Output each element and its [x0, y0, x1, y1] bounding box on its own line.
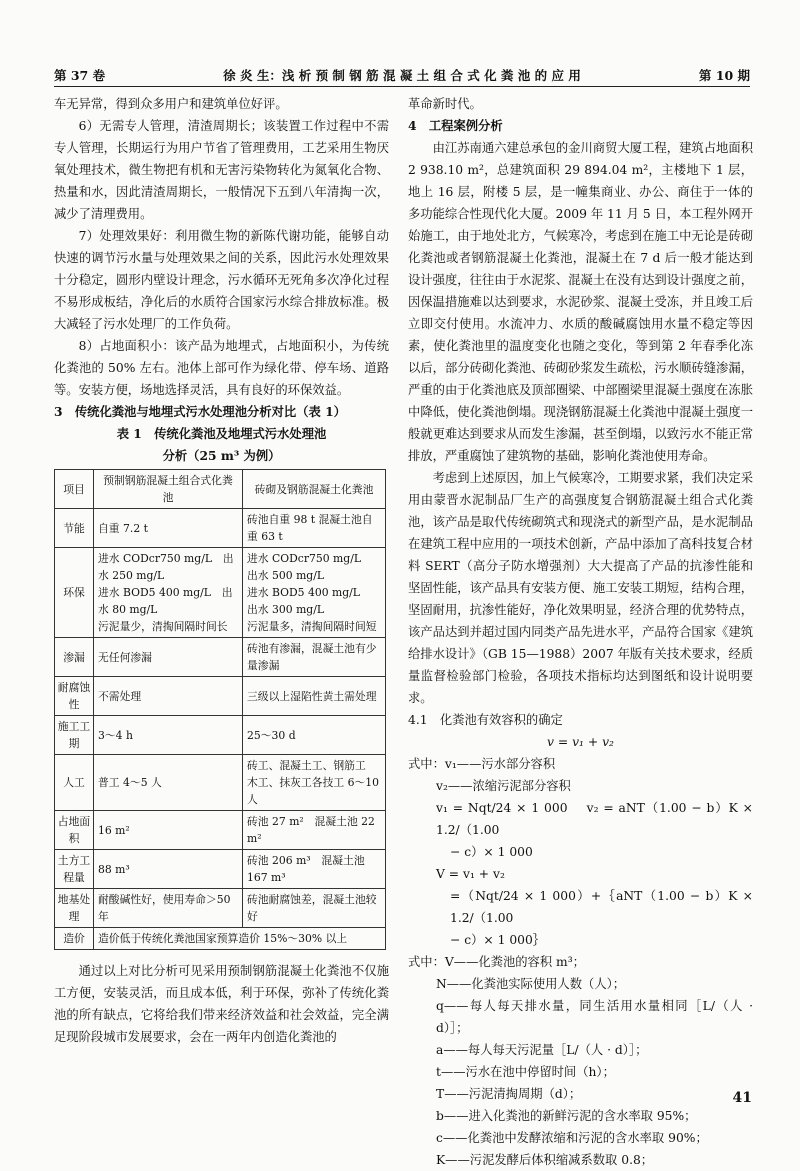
cell-line: 污泥量少，清掏间隔时间长 [98, 620, 228, 633]
paragraph-item-8: 8）占地面积小：该产品为地埋式，占地面积小，为传统化粪池的 50% 左右。池体上部可作为绿化带、停车场、道路等。安装方便，场地选择灵活，具有良好的环保效益。 [54, 339, 389, 397]
subsection-heading-4-1: 4.1 化粪池有效容积的确定 [408, 713, 563, 727]
formula: v = v₁ + v₂ [547, 735, 614, 749]
table-row [55, 811, 386, 850]
header-rule [54, 86, 750, 87]
formula-line: − c）× 1 000 [450, 845, 533, 859]
cell-line: 木工、抹灰工各技工 6～10人 [247, 776, 380, 806]
table-cell: 砖池耐腐蚀差，混凝土池较好 [243, 889, 386, 928]
formula-line: N——化粪池实际使用人数（人）； [436, 977, 626, 991]
table-row [55, 850, 386, 889]
running-title: 徐 炎 生：浅 析 预 制 钢 筋 混 凝 土 组 合 式 化 粪 池 的 应 用 [223, 68, 581, 83]
right-column [408, 93, 753, 1171]
cell-line: 进水 BOD5 400 mg/L 出水 80 mg/L [98, 586, 233, 616]
table-header-row [55, 470, 386, 509]
volume-label: 第 37 卷 [54, 68, 106, 83]
formula-line: v₂——浓缩污泥部分容积 [436, 779, 571, 793]
table-cell: 人工 [55, 755, 94, 811]
formula-line: K——污泥发酵后体积缩减系数取 0.8； [436, 1153, 654, 1167]
cell-line: 污泥量多，清掏间隔时间短 [247, 620, 377, 633]
table-cell: 节能 [55, 509, 94, 548]
table-cell: 施工工期 [55, 716, 94, 755]
comparison-table [54, 469, 386, 950]
table-cell [243, 755, 386, 811]
table-cell: 土方工程量 [55, 850, 94, 889]
formula-line: q——每人每天排水量，同生活用水量相同［L/（人 · d）］； [436, 999, 753, 1035]
paragraph: 革命新时代。 [408, 97, 482, 111]
formula-line: V = v₁ + v₂ [436, 867, 505, 881]
table-cell: 耐腐蚀性 [55, 677, 94, 716]
table-cell: 砖池有渗漏，混凝土池有少量渗漏 [243, 638, 386, 677]
running-header [54, 62, 750, 84]
table-cell: 环保 [55, 548, 94, 638]
table-cell: 砖池 27 m² 混凝土池 22 m² [243, 811, 386, 850]
section-heading-3: 3 传统化粪池与地埋式污水处理池分析对比（表 1） [54, 404, 346, 419]
table-cell: 占地面积 [55, 811, 94, 850]
paragraph: 由江苏南通六建总承包的金川商贸大厦工程，建筑占地面积 2 938.10 m²，总建筑面积 29 894.04 m²，主楼地下 1 层，地上 16 层，附楼 5 层，是一幢集商业、办公、商住于一体的多功能综合性现代化大厦。2009 年 11 月 5 日，本工程外网开始施工，由于地处北方，气候寒冷，考虑到在施工中无论是砖砌化粪池或者钢筋混凝土化粪池，混凝土在 7 d 后一般才能达到设计强度，往往由于水泥浆、混凝土在没有达到设计强度之前，因保温措施难以达到要求，水泥砂浆、混凝土受冻，并且竣工后立即交付使用。水流冲力、水质的酸碱腐蚀用水量不稳定等因素，使化粪池里的温度变化也随之变化，等到第 2 年春季化冻以后，部分砖砌化粪池、砖砌砂浆发生疏松，污水顺砖缝渗漏，严重的由于化粪池底及顶部圈梁、中部圈梁里混凝土强度在冻胀中降低，使化粪池倒塌。现浇钢筋混凝土化粪池中混凝土强度一般就更难达到要求从而发生渗漏，甚至倒塌，以致污水不能正常排放，严重腐蚀了建筑物的基础，影响化粪池使用寿命。 [408, 141, 753, 463]
table-cell: 无任何渗漏 [94, 638, 243, 677]
formula-line: c——化粪池中发酵浓缩和污泥的含水率取 90%； [436, 1131, 708, 1145]
table-caption-line2: 分析（25 m³ 为例） [162, 448, 281, 463]
paragraph: 考虑到上述原因，加上气候寒冷，工期要求紧，我们决定采用由蒙晋水泥制品厂生产的高强度复合钢筋混凝土组合式化粪池，该产品是取代传统砌筑式和现浇式的新型产品，是水泥制品在建筑工程中应用的一项技术创新，产品中添加了高科技复合材料 SERT（高分子防水增强剂）大大提高了产品的抗渗性能和坚固性能，该产品具有安装方便、施工安装工期短，结构合理，坚固耐用，抗渗性能好，净化效果明显，经济合理的优势特点，该产品达到并超过国内同类产品先进水平，产品符合国家《建筑给排水设计》（GB 15—1988）2007 年版有关技术要求，经质量监督检验部门检验，各项技术指标均达到图纸和设计说明要求。 [408, 471, 753, 705]
table-row [55, 889, 386, 928]
formula-line: =（Nqt/24 × 1 000）+｛aNT（1.00 − b）K × 1.2/（1.00 [450, 889, 753, 925]
issue-label: 第 10 期 [698, 68, 750, 83]
table-cell: 88 m³ [94, 850, 243, 889]
table-cell: 砖池 206 m³ 混凝土池 167 m³ [243, 850, 386, 889]
table-cell: 3～4 h [94, 716, 243, 755]
table-cell: 普工 4～5 人 [94, 755, 243, 811]
formula-line: 式中：v₁——污水部分容积 [408, 757, 556, 771]
formula-line: 式中：V——化粪池的容积 m³； [408, 955, 585, 969]
table-cell: 16 m² [94, 811, 243, 850]
paragraph: 通过以上对比分析可见采用预制钢筋混凝土化粪池不仅施工方便，安装灵活，而且成本低，利于环保，弥补了传统化粪池的所有缺点，它将给我们带来经济效益和社会效益，完全满足现阶段城市发展要求，会在一两年内创造化粪池的 [54, 964, 389, 1044]
cell-line: 砖工、混凝土工、钢筋工 [247, 759, 366, 772]
formula-line: − c）× 1 000｝ [450, 933, 546, 947]
section-heading-4: 4 工程案例分析 [408, 118, 503, 133]
table-cell: 自重 7.2 t [94, 509, 243, 548]
table-cell: 渗漏 [55, 638, 94, 677]
cell-line: 进水 CODcr750 mg/L 出水 250 mg/L [98, 552, 234, 582]
table-row [55, 548, 386, 638]
table-row [55, 638, 386, 677]
table-cell [94, 548, 243, 638]
formula-line: b——进入化粪池的新鲜污泥的含水率取 95%； [436, 1109, 697, 1123]
paragraph-item-7: 7）处理效果好：利用微生物的新陈代谢功能，能够自动快速的调节污水量与处理效果之间的关系，因此污水处理效果十分稳定，圆形内壁设计理念，污水循环无死角多次净化过程不易形成板结，净化后的水质符合国家污水综合排放标准。极大减轻了污水处理厂的工作负荷。 [54, 229, 389, 331]
table-row [55, 755, 386, 811]
formula-line: t——污水在池中停留时间（h）； [436, 1065, 615, 1079]
table-cell: 项目 [55, 470, 94, 509]
paragraph-item-6: 6）无需专人管理，清渣周期长；该装置工作过程中不需专人管理，长期运行为用户节省了管理费用，工艺采用生物厌氧处理技术，微生物把有机和无害污染物转化为氮氧化合物、热量和水，因此清渣周期长，一般情况下五到八年清掏一次，减少了清理费用。 [54, 119, 389, 221]
formula-line: a——每人每天污泥量［L/（人 · d）］； [436, 1043, 648, 1057]
table-row [55, 677, 386, 716]
table-cell: 地基处理 [55, 889, 94, 928]
cell-line: 进水 BOD5 400 mg/L 出水 300 mg/L [247, 586, 371, 616]
table-cell: 砖砌及钢筋混凝土化粪池 [243, 470, 386, 509]
table-cell [243, 548, 386, 638]
left-column [54, 93, 389, 1048]
formula-line: v₁ = Nqt/24 × 1 000 v₂ = aNT（1.00 − b）K × 1.2/（1.00 [436, 801, 753, 837]
table-cell: 不需处理 [94, 677, 243, 716]
page-number: 41 [732, 1090, 752, 1106]
table-caption: 表 1 传统化粪池及地埋式污水处理池 [116, 426, 327, 441]
paragraph: 车无异常，得到众多用户和建筑单位好评。 [54, 97, 288, 111]
table-row [55, 928, 386, 950]
table-cell: 三级以上湿陷性黄土需处理 [243, 677, 386, 716]
table-cell: 造价 [55, 928, 94, 950]
cell-line: 进水 CODcr750 mg/L 出水 500 mg/L [247, 552, 372, 582]
table-cell: 耐酸碱性好，使用寿命＞50 年 [94, 889, 243, 928]
table-row [55, 509, 386, 548]
table-row [55, 716, 386, 755]
table-cell: 预制钢筋混凝土组合式化粪池 [94, 470, 243, 509]
formula-line: T——污泥清掏周期（d）； [436, 1087, 582, 1101]
table-cell: 砖池自重 98 t 混凝土池自重 63 t [243, 509, 386, 548]
table-cell: 造价低于传统化粪池国家预算造价 15%～30% 以上 [94, 928, 386, 950]
table-cell: 25～30 d [243, 716, 386, 755]
